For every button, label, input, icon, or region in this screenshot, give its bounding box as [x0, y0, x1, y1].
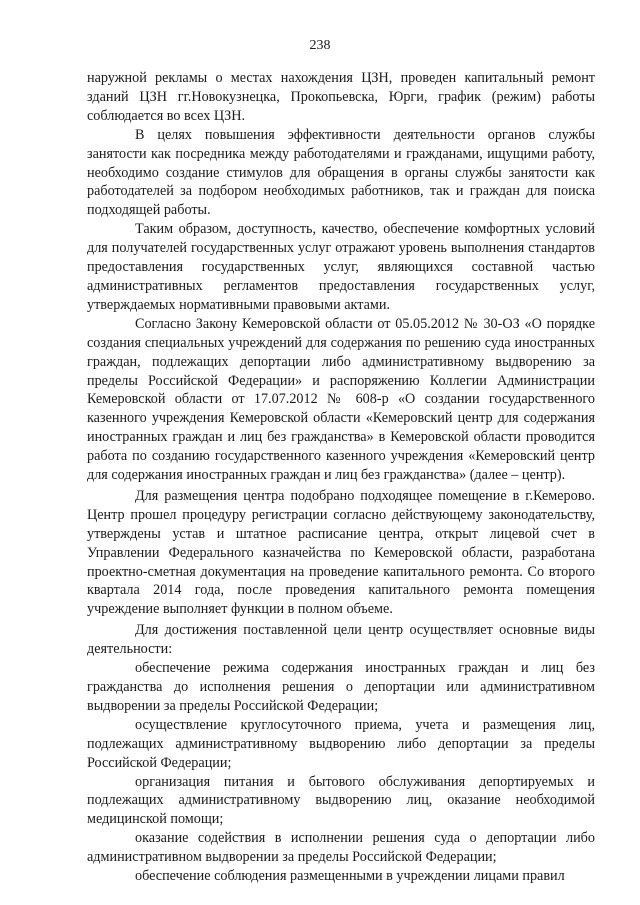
- paragraph-employment-service: В целях повышения эффективности деятельности органов службы занятости как посредника между работодателями и гражданами, ищущими работу, необходимо создание стимулов для обращения в органы службы занятости как работодателей за подбором необходимых работников, так и граждан для поиска подходящей работы.: [87, 126, 595, 219]
- paragraph-accessibility: Таким образом, доступность, качество, обеспечение комфортных условий для получателей государственных услуг отражают уровень выполнения стандартов предоставления государственных услуг, являющихся составной частью административных регламентов предоставления государственных услуг, утверждаемых нормативными правовыми актами.: [87, 221, 595, 313]
- paragraph-premises: Для размещения центра подобрано подходящее помещение в г.Кемерово. Центр прошел процедуру регистрации согласно действующему законодательству, утверждены устав и штатное расписание центра, открыт лицевой счет в Управлении Федерального казначейства по Кемеровской области, разработана проектно-сметная документация на проведение капитального ремонта. Со второго квартала 2014 года, после проведения капитального ремонта помещения учреждение выполняет функции в полном объеме.: [87, 487, 595, 618]
- document-body: [87, 69, 595, 886]
- list-item-compliance: обеспечение соблюдения размещенными в учреждении лицами правил: [135, 868, 565, 885]
- list-item-detention-regime: обеспечение режима содержания иностранных граждан и лиц без гражданства до исполнения решения о депортации или административном выдворении за пределы Российской Федерации;: [87, 660, 595, 714]
- paragraph-continuation: наружной рекламы о местах нахождения ЦЗН, проведен капитальный ремонт зданий ЦЗН гг.Новокузнецка, Прокопьевска, Юрги, график (режим) работы соблюдается во всех ЦЗН.: [87, 70, 595, 124]
- page-number: 238: [309, 38, 331, 53]
- paragraph-activities-intro: Для достижения поставленной цели центр осуществляет основные виды деятельности:: [87, 622, 595, 658]
- list-item-catering: организация питания и бытового обслуживания депортируемых и подлежащих административному выдворению лиц, оказание необходимой медицинской помощи;: [87, 773, 595, 828]
- paragraph-kemerovo-law: Согласно Закону Кемеровской области от 05.05.2012 № 30-ОЗ «О порядке создания специальных учреждений для содержания по решению суда иностранных граждан, подлежащих депортации либо административному выдворению за пределы Российской Федерации» и распоряжению Коллегии Администрации Кемеровской области от 17.07.2012 № 608-р «О создании государственного казенного учреждения Кемеровской области «Кемеровский центр для содержания иностранных граждан и лиц без гражданства» в Кемеровской области проводится работа по созданию государственного казенного учреждения «Кемеровский центр для содержания иностранных граждан и лиц без гражданства» (далее – центр).: [87, 315, 595, 484]
- list-item-reception: осуществление круглосуточного приема, учета и размещения лиц, подлежащих административному выдворению либо депортации за пределы Российской Федерации;: [87, 716, 595, 771]
- list-item-assistance: оказание содействия в исполнении решения суда о депортации либо административном выдворении за пределы Российской Федерации;: [87, 830, 595, 866]
